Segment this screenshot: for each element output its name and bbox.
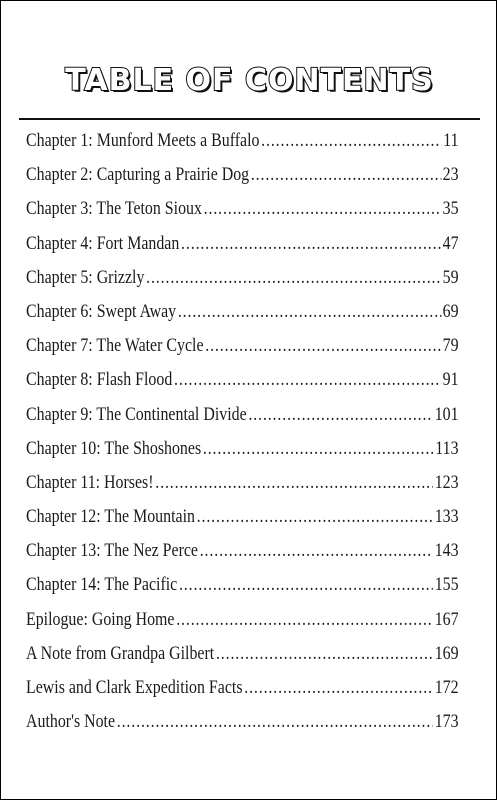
toc-entry-page: 101: [434, 404, 459, 425]
toc-entry-title: Author's Note: [26, 712, 116, 733]
toc-entry-page: 143: [434, 541, 459, 562]
dot-leader: [178, 302, 441, 323]
toc-entry-title: Chapter 4: Fort Mandan: [26, 233, 180, 254]
toc-entry-title: Chapter 1: Munford Meets a Buffalo: [26, 131, 260, 151]
toc-entry: [26, 678, 459, 712]
toc-entry-title: Lewis and Clark Expedition Facts: [26, 678, 243, 698]
toc-entry-page: 23: [442, 165, 459, 186]
toc-entry-page: 11: [443, 131, 459, 151]
toc-entry: [26, 199, 459, 233]
dot-leader: [261, 131, 441, 152]
dot-leader: [176, 610, 433, 631]
toc-entry-title: Chapter 9: The Continental Divide: [26, 404, 247, 425]
toc-entry: [26, 507, 459, 541]
dot-leader: [146, 268, 441, 289]
toc-entry-title: Chapter 10: The Shoshones: [26, 438, 202, 459]
toc-entry-title: A Note from Grandpa Gilbert: [26, 643, 215, 664]
toc-entry-page: 35: [442, 199, 459, 220]
dot-leader: [174, 370, 441, 391]
toc-entry-title: Chapter 2: Capturing a Prairie Dog: [26, 165, 250, 186]
toc-entry-page: 133: [434, 507, 459, 528]
toc-entry-page: 123: [434, 472, 459, 493]
toc-entry: [26, 302, 459, 336]
toc-entry-page: 155: [434, 575, 459, 596]
toc-entry: [26, 405, 459, 439]
toc-entry-page: 47: [442, 233, 459, 254]
toc-entry-page: 79: [442, 336, 459, 357]
toc-entry-title: Chapter 14: The Pacific: [26, 575, 178, 596]
toc-entry: [26, 234, 459, 268]
toc-entry-title: Chapter 6: Swept Away: [26, 301, 177, 322]
toc-entry-page: 167: [434, 609, 459, 630]
toc-entry-page: 173: [434, 712, 459, 733]
toc-entry: [26, 165, 459, 199]
toc-entry-title: Chapter 8: Flash Flood: [26, 370, 173, 391]
toc-entry: [26, 268, 459, 302]
dot-leader: [197, 507, 433, 528]
toc-entry: [26, 541, 459, 575]
toc-entry-page: 69: [442, 301, 459, 322]
toc-entry-title: Chapter 12: The Mountain: [26, 507, 195, 528]
toc-entry-title: Chapter 7: The Water Cycle: [26, 336, 204, 357]
toc-entry-title: Epilogue: Going Home: [26, 609, 175, 630]
toc-entry: [26, 336, 459, 370]
toc-entry-title: Chapter 13: The Nez Perce: [26, 541, 198, 562]
page-title: TABLE OF CONTENTS: [65, 63, 434, 98]
toc-entry: [26, 575, 459, 609]
dot-leader: [203, 439, 434, 460]
dot-leader: [181, 234, 441, 255]
toc-entry: [26, 439, 459, 473]
dot-leader: [200, 541, 433, 562]
dot-leader: [204, 199, 441, 220]
dot-leader: [179, 575, 433, 596]
toc-entry-title: Chapter 5: Grizzly: [26, 267, 145, 288]
dot-leader: [155, 473, 433, 494]
dot-leader: [244, 678, 433, 699]
dot-leader: [216, 644, 433, 665]
dot-leader: [251, 165, 441, 186]
toc-entry-title: Chapter 11: Horses!: [26, 472, 154, 493]
toc-entry: [26, 370, 459, 404]
dot-leader: [205, 336, 441, 357]
toc-entry: [26, 644, 459, 678]
toc-entry-page: 113: [435, 438, 459, 459]
toc-entry-page: 172: [434, 678, 459, 698]
toc-entry-page: 169: [434, 643, 459, 664]
toc-entry: [26, 473, 459, 507]
dot-leader: [248, 405, 433, 426]
dot-leader: [117, 712, 433, 733]
title-underline: [19, 118, 480, 120]
toc-entry: [26, 712, 459, 746]
toc-entry-title: Chapter 3: The Teton Sioux: [26, 199, 202, 220]
toc-entry-page: 91: [442, 370, 459, 391]
table-of-contents: [26, 131, 459, 746]
toc-entry-page: 59: [442, 267, 459, 288]
toc-entry: [26, 610, 459, 644]
toc-entry: [26, 131, 459, 165]
